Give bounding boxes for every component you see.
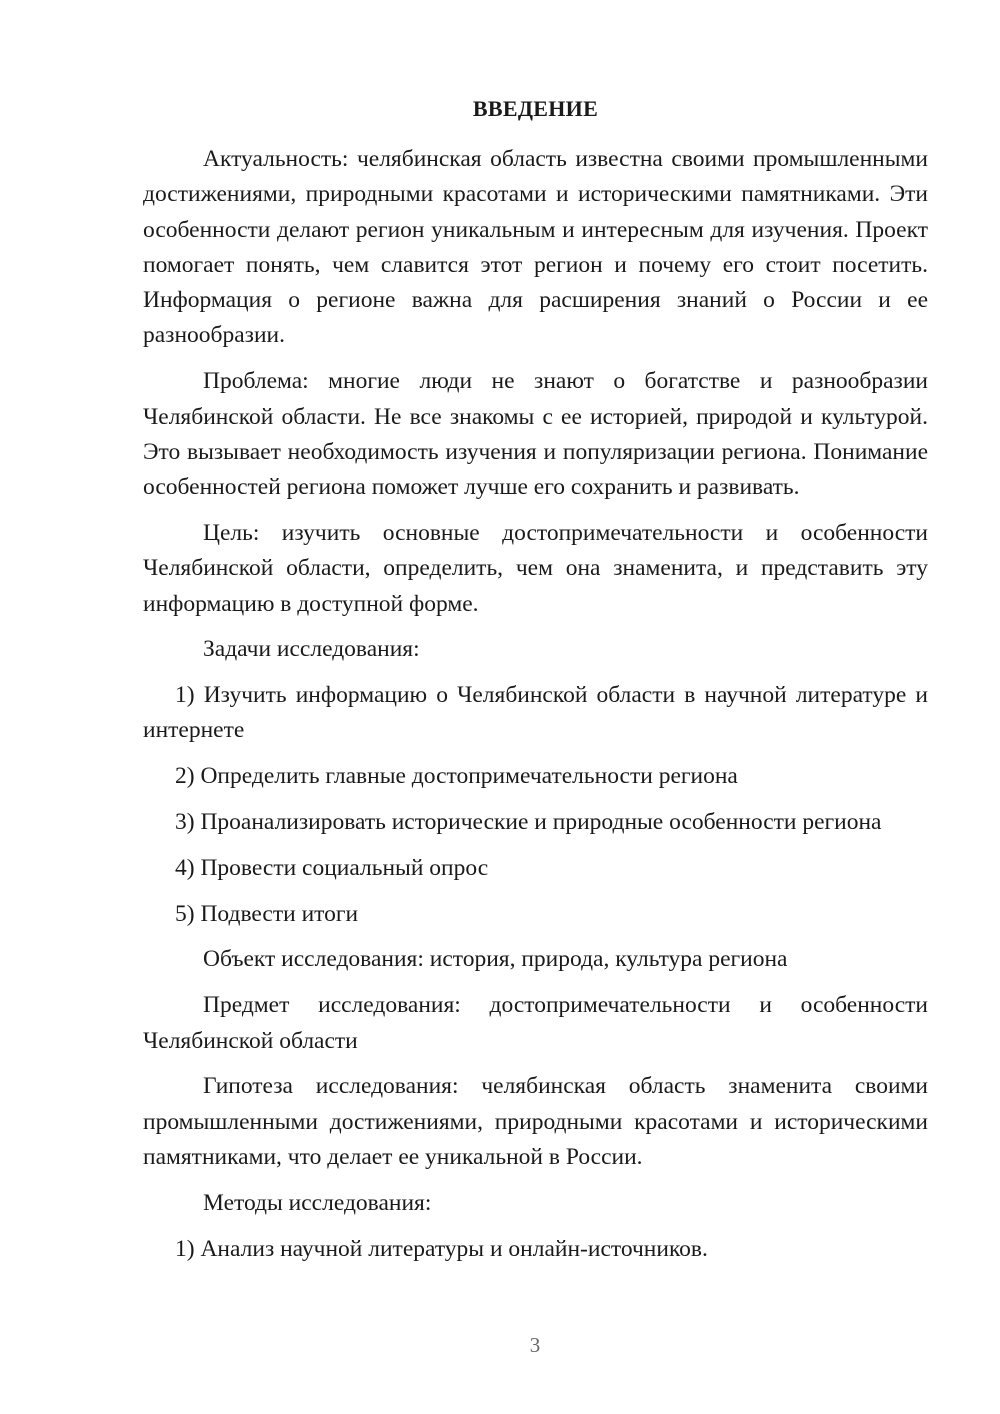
paragraph-relevance: Актуальность: челябинская область известна своими промышленными достижениями, природными красотами и историческими памятниками. Эти особенности делают регион уникальным и интересным для изучения. Проект помогает понять, чем славится этот регион и почему его стоит посетить. Информация о регионе важна для расширения знаний о России и ее разнообразии. <box>143 146 928 349</box>
paragraph-goal: Цель: изучить основные достопримечательности и особенности Челябинской области, определить, чем она знаменита, и представить эту информацию в доступной форме. <box>143 519 928 617</box>
methods-heading: Методы исследования: <box>203 1189 432 1216</box>
paragraph-object: Объект исследования: история, природа, культура региона <box>203 946 788 973</box>
tasks-heading: Задачи исследования: <box>203 636 420 663</box>
task-item-5: 5) Подвести итоги <box>175 900 359 927</box>
task-item-3: 3) Проанализировать исторические и природные особенности региона <box>175 809 882 836</box>
page-content <box>143 94 928 1267</box>
task-item-1: 1) Изучить информацию о Челябинской области в научной литературе и интернете <box>143 682 928 744</box>
paragraph-subject: Предмет исследования: достопримечательности и особенности Челябинской области <box>143 992 928 1054</box>
paragraph-hypothesis: Гипотеза исследования: челябинская область знаменита своими промышленными достижениями, природными красотами и историческими памятниками, что делает ее уникальной в России. <box>143 1073 928 1170</box>
method-item-1: 1) Анализ научной литературы и онлайн-источников. <box>175 1235 708 1262</box>
task-item-4: 4) Провести социальный опрос <box>175 854 489 881</box>
paragraph-problem: Проблема: многие люди не знают о богатстве и разнообразии Челябинской области. Не все знакомы с ее историей, природой и культурой. Это вызывает необходимость изучения и популяризации региона. Понимание особенностей региона поможет лучше его сохранить и развивать. <box>143 368 928 501</box>
page-number: 3 <box>529 1333 541 1357</box>
task-item-2: 2) Определить главные достопримечательности региона <box>175 763 738 790</box>
section-heading: ВВЕДЕНИЕ <box>472 96 599 121</box>
